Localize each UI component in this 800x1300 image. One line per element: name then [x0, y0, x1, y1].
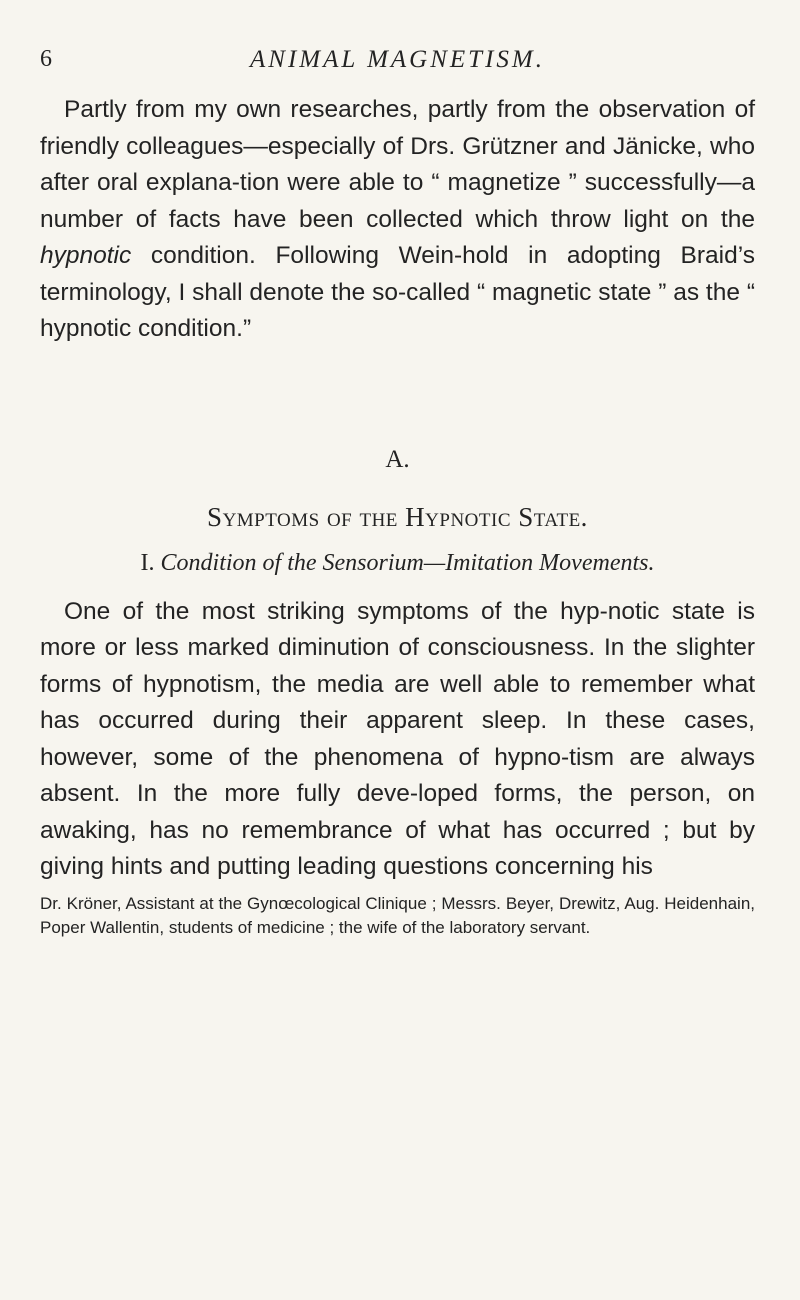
page-number: 6: [40, 46, 52, 72]
subsection-title: [70, 547, 725, 580]
footnote: Dr. Kröner, Assistant at the Gynœcological Clinique ; Messrs. Beyer, Drewitz, Aug. Heidenhain, Poper Wallentin, students of medicine ; the wife of the laboratory servant.: [40, 893, 755, 937]
main-paragraph: One of the most striking symptoms of the hyp-notic state is more or less marked diminution of consciousness. In the slighter forms of hypnotism, the media are well able to remember what has occurred during their apparent sleep. In these cases, however, some of the phenomena of hypno-tism are always absent. In the more fully deve-loped forms, the person, on awaking, has no remembrance of what has occurred ; but by giving hints and putting leading questions concerning his: [40, 597, 755, 880]
subsection-number: I.: [140, 549, 155, 576]
intro-italic-word: hypnotic: [40, 242, 132, 269]
intro-text-start: Partly from my own researches, partly from the observation of friendly colleagues—especially of Drs. Grützner and Jänicke, who after oral explana-tion were able to “ magnetize ” successfully—a number of facts have been collected which throw light on the: [40, 96, 755, 233]
intro-paragraph: [40, 92, 755, 348]
book-page: [40, 46, 755, 940]
intro-text-end: condition. Following Wein-hold in adopting Braid’s terminology, I shall denote the so-called “ magnetic state ” as the “ hypnotic condition.”: [40, 242, 755, 342]
section-letter: A.: [385, 445, 410, 473]
section-title: Symptoms of the Hypnotic State.: [207, 501, 588, 532]
running-title: ANIMAL MAGNETISM.: [250, 46, 545, 73]
running-head: [40, 46, 755, 86]
subsection-heading: Condition of the Sensorium—Imitation Movements.: [160, 549, 655, 576]
